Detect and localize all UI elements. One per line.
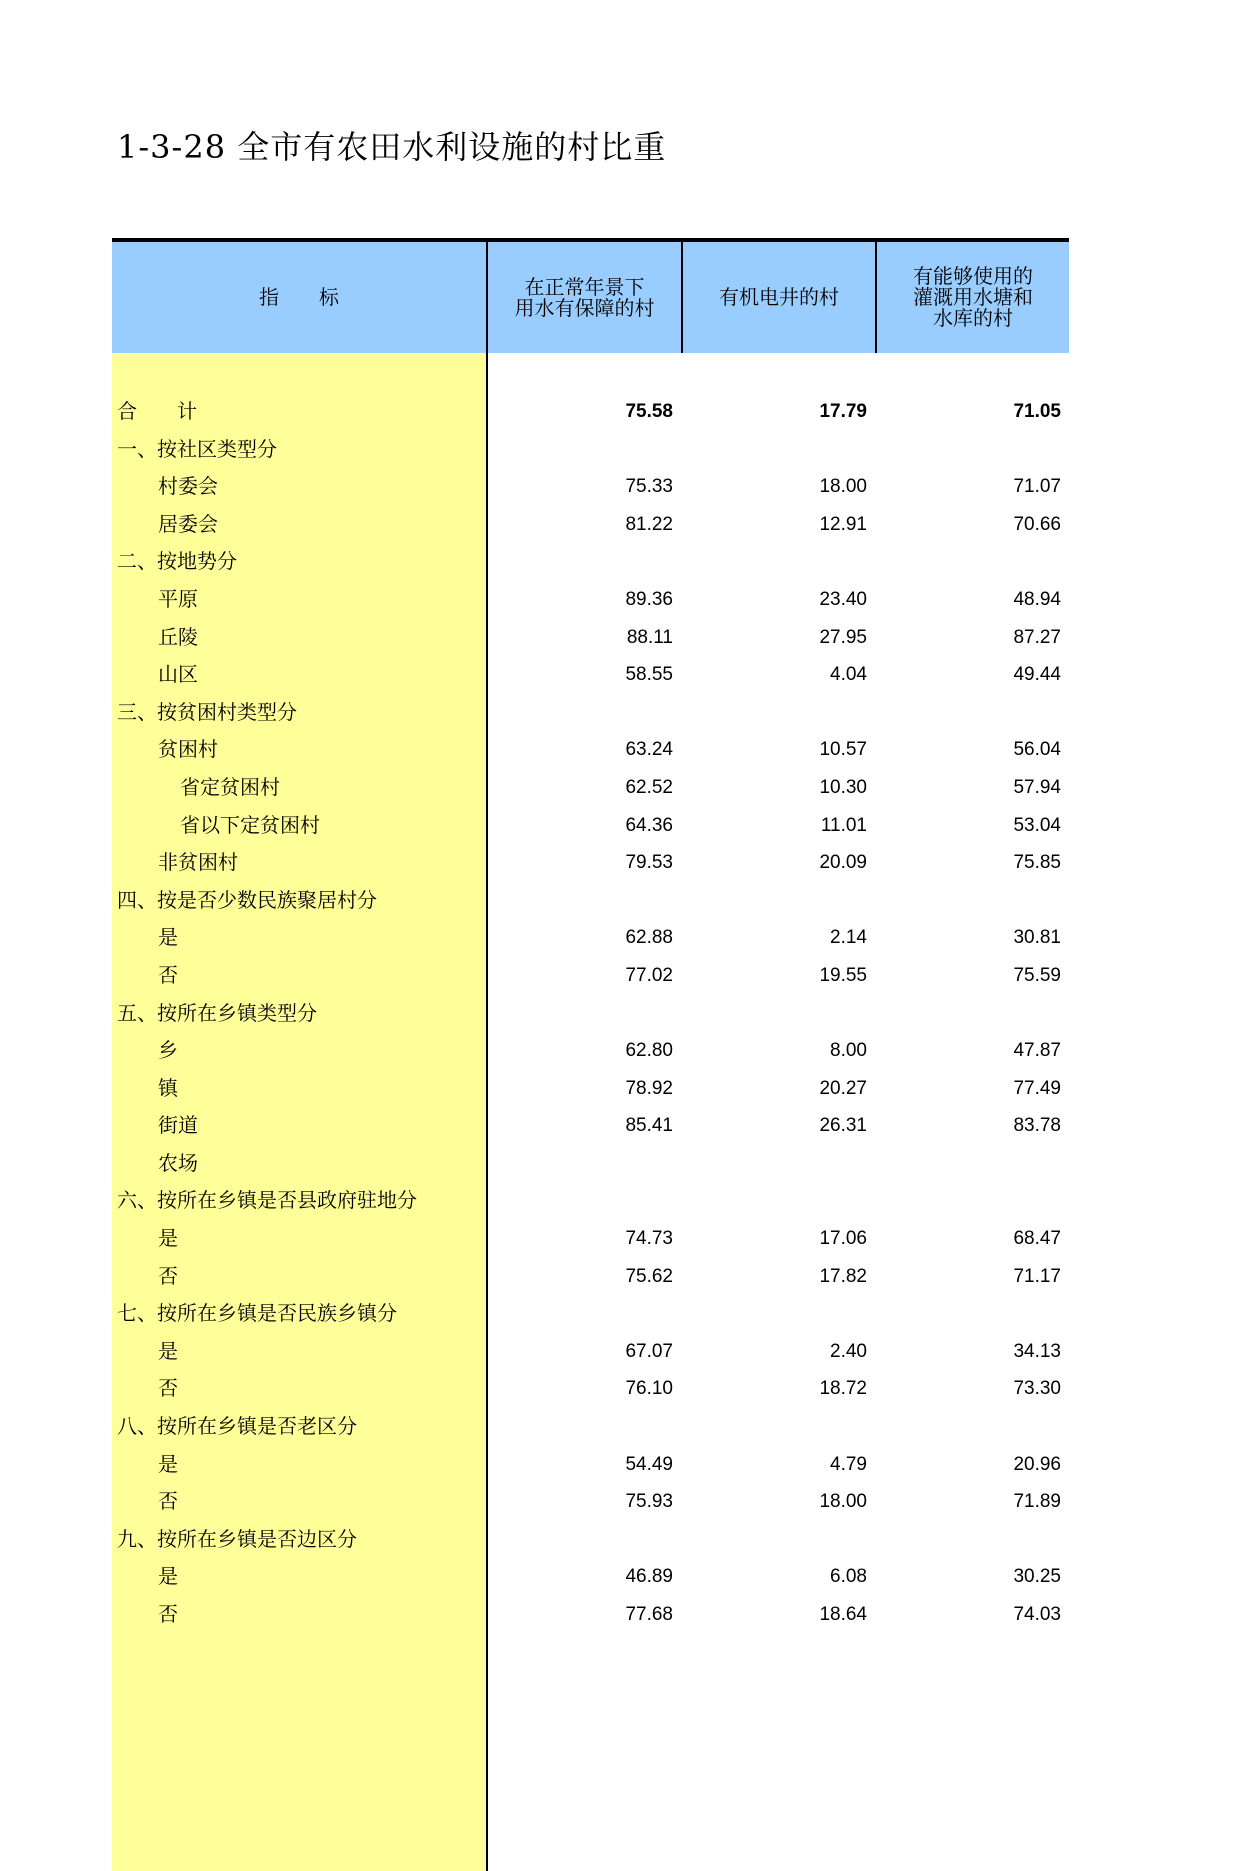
table-row (112, 1145, 1069, 1183)
row-value-col2: 10.57 (819, 739, 867, 761)
table-row (112, 543, 1069, 581)
row-value-col1: 76.10 (625, 1378, 673, 1400)
row-value-col2: 17.06 (819, 1228, 867, 1250)
table-row (112, 1483, 1069, 1521)
row-value-col2: 12.91 (819, 513, 867, 535)
row-label: 农场 (158, 1150, 198, 1175)
row-value-col3: 48.94 (1013, 588, 1061, 610)
header-indicator: 指 标 (259, 285, 339, 309)
row-value-col3: 75.59 (1013, 964, 1061, 986)
row-value-col2: 4.79 (830, 1453, 867, 1475)
table-body (112, 393, 1069, 1634)
row-label: 六、按所在乡镇是否县政府驻地分 (117, 1188, 417, 1213)
row-label: 丘陵 (158, 624, 198, 649)
row-label: 街道 (158, 1113, 198, 1138)
table-row (112, 506, 1069, 544)
row-value-col3: 77.49 (1013, 1077, 1061, 1099)
table-row (112, 995, 1069, 1033)
row-value-col3: 71.89 (1013, 1491, 1061, 1513)
header-divider (875, 242, 877, 353)
row-value-col3: 56.04 (1013, 739, 1061, 761)
table-row (112, 1596, 1069, 1634)
header-divider (486, 242, 488, 353)
table-header (112, 242, 1069, 353)
row-label: 是 (158, 1564, 178, 1589)
row-value-col1: 85.41 (625, 1115, 673, 1137)
row-label: 否 (158, 962, 178, 987)
row-value-col2: 18.72 (819, 1378, 867, 1400)
row-value-col1: 79.53 (625, 852, 673, 874)
row-value-col2: 19.55 (819, 964, 867, 986)
row-value-col1: 89.36 (625, 588, 673, 610)
table-row (112, 1333, 1069, 1371)
table-row (112, 1107, 1069, 1145)
header-pond-reservoir: 有能够使用的 灌溉用水塘和 水库的村 (913, 264, 1033, 330)
row-value-col3: 71.17 (1013, 1265, 1061, 1287)
row-value-col2: 11.01 (820, 814, 867, 836)
row-value-col2: 18.00 (819, 1491, 867, 1513)
table-row (112, 694, 1069, 732)
row-label: 山区 (158, 662, 198, 687)
table-row (112, 1295, 1069, 1333)
row-label: 省定贫困村 (180, 774, 280, 799)
table-row (112, 431, 1069, 469)
row-value-col2: 8.00 (830, 1040, 867, 1062)
table-row (112, 731, 1069, 769)
table-row (112, 1182, 1069, 1220)
row-label: 居委会 (158, 511, 218, 536)
row-label: 平原 (158, 586, 198, 611)
row-value-col3: 30.25 (1013, 1566, 1061, 1588)
row-value-col2: 10.30 (819, 776, 867, 798)
page-title: 1-3-28 全市有农田水利设施的村比重 (117, 128, 667, 166)
row-label: 二、按地势分 (117, 549, 237, 574)
row-label: 五、按所在乡镇类型分 (117, 1000, 317, 1025)
row-label: 三、按贫困村类型分 (117, 699, 297, 724)
table-row (112, 1258, 1069, 1296)
table-row (112, 619, 1069, 657)
row-value-col1: 67.07 (625, 1340, 673, 1362)
header-water-guaranteed: 在正常年景下 用水有保障的村 (514, 274, 655, 320)
row-value-col1: 74.73 (625, 1228, 673, 1250)
table-row (112, 468, 1069, 506)
row-value-col1: 46.89 (625, 1566, 673, 1588)
row-label: 非贫困村 (158, 850, 238, 875)
row-label: 村委会 (158, 474, 218, 499)
row-value-col2: 17.79 (819, 401, 867, 422)
row-value-col1: 88.11 (626, 626, 673, 648)
row-value-col3: 49.44 (1013, 664, 1061, 686)
row-value-col3: 83.78 (1013, 1115, 1061, 1137)
table-row (112, 1220, 1069, 1258)
row-value-col2: 26.31 (819, 1115, 867, 1137)
row-value-col2: 20.09 (819, 852, 867, 874)
row-label: 否 (158, 1602, 178, 1626)
row-value-col3: 57.94 (1013, 776, 1061, 798)
row-value-col3: 20.96 (1013, 1453, 1061, 1475)
row-value-col2: 2.40 (830, 1340, 867, 1362)
row-value-col3: 71.07 (1013, 476, 1061, 498)
row-value-col2: 4.04 (830, 664, 867, 686)
row-value-col1: 75.93 (625, 1491, 673, 1513)
row-value-col1: 75.33 (625, 476, 673, 498)
row-value-col1: 62.88 (625, 927, 673, 949)
row-label: 是 (158, 1451, 178, 1476)
row-value-col1: 62.80 (625, 1040, 673, 1062)
header-electric-well: 有机电井的村 (719, 285, 839, 309)
row-value-col3: 30.81 (1013, 927, 1061, 949)
row-label: 否 (158, 1489, 178, 1514)
table-row (112, 957, 1069, 995)
table-row (112, 656, 1069, 694)
row-value-col1: 63.24 (625, 739, 673, 761)
table-row (112, 1558, 1069, 1596)
row-value-col3: 47.87 (1013, 1040, 1061, 1062)
row-label: 否 (158, 1376, 178, 1401)
row-value-col1: 64.36 (625, 814, 673, 836)
table-row (112, 1070, 1069, 1108)
row-value-col1: 54.49 (625, 1453, 673, 1475)
table-row (112, 1370, 1069, 1408)
table-row (112, 769, 1069, 807)
row-value-col2: 6.08 (830, 1566, 867, 1588)
row-value-col3: 75.85 (1013, 852, 1061, 874)
row-value-col1: 58.55 (625, 664, 673, 686)
row-value-col2: 23.40 (819, 588, 867, 610)
row-label: 是 (158, 925, 178, 950)
row-label: 乡 (158, 1038, 178, 1063)
table-row (112, 1408, 1069, 1446)
row-label: 一、按社区类型分 (117, 436, 277, 461)
row-label: 九、按所在乡镇是否边区分 (117, 1526, 357, 1551)
row-label: 四、按是否少数民族聚居村分 (117, 887, 377, 912)
table-row (112, 882, 1069, 920)
table-row (112, 919, 1069, 957)
row-value-col2: 18.00 (819, 476, 867, 498)
row-label: 贫困村 (158, 737, 218, 762)
row-label: 八、按所在乡镇是否老区分 (117, 1414, 357, 1439)
row-label: 省以下定贫困村 (180, 812, 320, 837)
table-row (112, 581, 1069, 619)
row-value-col1: 77.02 (625, 964, 673, 986)
row-value-col1: 77.68 (625, 1604, 673, 1625)
row-label: 是 (158, 1226, 178, 1251)
row-value-col3: 71.05 (1013, 401, 1061, 422)
row-value-col3: 70.66 (1013, 513, 1061, 535)
row-label: 镇 (158, 1075, 178, 1100)
row-label: 是 (158, 1338, 178, 1363)
table-row (112, 393, 1069, 431)
row-value-col3: 74.03 (1013, 1604, 1061, 1625)
row-label: 合 计 (117, 399, 197, 423)
row-value-col1: 78.92 (625, 1077, 673, 1099)
row-label: 否 (158, 1263, 178, 1288)
table-row (112, 844, 1069, 882)
row-value-col1: 75.62 (625, 1265, 673, 1287)
row-value-col3: 53.04 (1013, 814, 1061, 836)
row-value-col2: 17.82 (819, 1265, 867, 1287)
table-row (112, 807, 1069, 845)
table-row (112, 1521, 1069, 1559)
row-value-col2: 20.27 (819, 1077, 867, 1099)
row-value-col2: 2.14 (830, 927, 867, 949)
row-value-col3: 68.47 (1013, 1228, 1061, 1250)
header-divider (681, 242, 683, 353)
row-value-col1: 81.22 (625, 513, 673, 535)
row-value-col3: 87.27 (1013, 626, 1061, 648)
row-value-col2: 18.64 (819, 1604, 867, 1625)
table-row (112, 1032, 1069, 1070)
row-value-col3: 34.13 (1013, 1340, 1061, 1362)
row-label: 七、按所在乡镇是否民族乡镇分 (117, 1301, 397, 1326)
row-value-col2: 27.95 (819, 626, 867, 648)
row-value-col1: 75.58 (625, 401, 673, 422)
row-value-col3: 73.30 (1013, 1378, 1061, 1400)
table-row (112, 1446, 1069, 1484)
row-value-col1: 62.52 (625, 776, 673, 798)
